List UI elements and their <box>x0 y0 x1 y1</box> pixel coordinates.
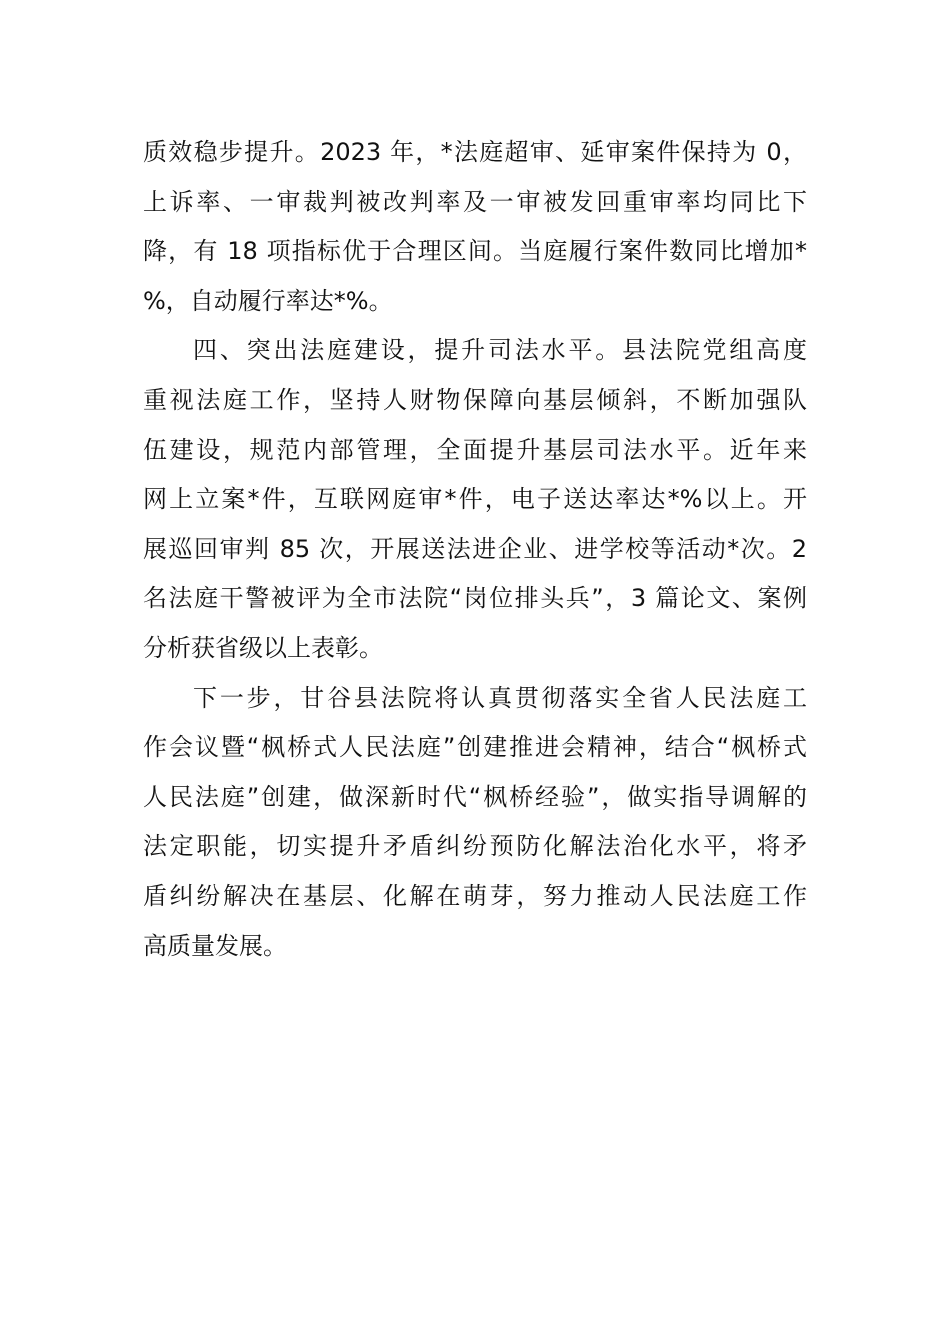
text-line: 伍建设，规范内部管理，全面提升基层司法水平。近年来 <box>143 435 807 464</box>
text-line: 降，有 18 项指标优于合理区间。当庭履行案件数同比增加* <box>143 237 807 266</box>
text-line: 网上立案*件，互联网庭审*件，电子送达率达*%以上。开 <box>143 485 807 514</box>
paragraph-start-line: 四、突出法庭建设，提升司法水平。县法院党组高度 <box>193 336 807 365</box>
text-line: 名法庭干警被评为全市法院“岗位排头兵”，3 篇论文、案例 <box>143 584 807 613</box>
text-line: 法定职能，切实提升矛盾纠纷预防化解法治化水平，将矛 <box>143 832 807 861</box>
text-line: 上诉率、一审裁判被改判率及一审被发回重审率均同比下 <box>143 187 807 216</box>
text-line: 展巡回审判 85 次，开展送法进企业、进学校等活动*次。2 <box>143 534 807 563</box>
document-body <box>143 128 807 971</box>
paragraph-start-line: 下一步，甘谷县法院将认真贯彻落实全省人民法庭工 <box>193 683 807 712</box>
text-line: 质效稳步提升。2023 年，*法庭超审、延审案件保持为 0， <box>143 138 807 166</box>
text-line: 高质量发展。 <box>143 931 287 960</box>
text-line: 分析获省级以上表彰。 <box>143 633 383 662</box>
text-line: 盾纠纷解决在基层、化解在萌芽，努力推动人民法庭工作 <box>143 881 807 910</box>
text-line: 作会议暨“枫桥式人民法庭”创建推进会精神，结合“枫桥式 <box>143 733 807 762</box>
text-line: 重视法庭工作，坚持人财物保障向基层倾斜，不断加强队 <box>143 385 807 414</box>
text-line: %，自动履行率达*%。 <box>143 286 393 315</box>
text-line: 人民法庭”创建，做深新时代“枫桥经验”，做实指导调解的 <box>143 782 807 811</box>
